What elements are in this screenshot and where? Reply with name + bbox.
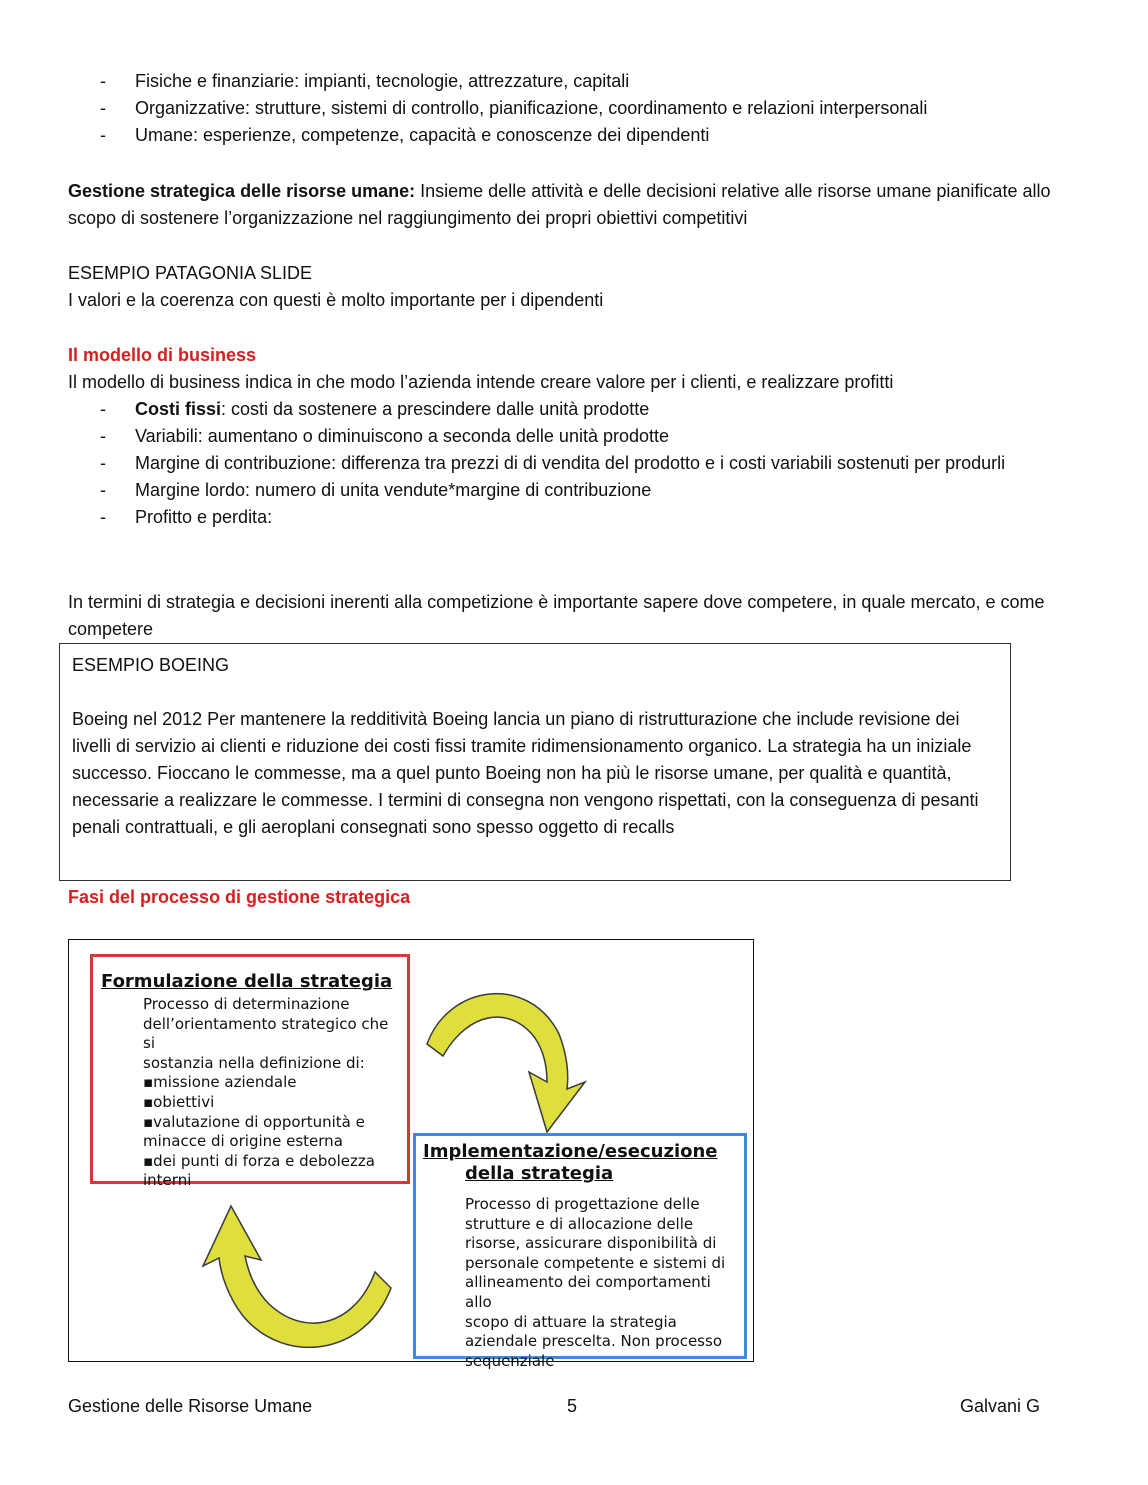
list-item: - Umane: esperienze, competenze, capacità e conoscenze dei dipendenti xyxy=(100,125,710,145)
list-item: - Profitto e perdita: xyxy=(100,507,273,527)
boeing-text: Boeing nel 2012 Per mantenere la redditività Boeing lancia un piano di ristrutturazione che include revisione dei livelli di servizio ai clienti e riduzione dei costi fissi tramite ridimensionamento organico. La strategia ha un iniziale successo. Fioccano le commesse, ma a quel punto Boeing non ha più le risorse umane, per qualità e quantità, necessarie a realizzare le commesse. I termini di consegna non vengono rispettati, con la conseguenza di pesanti penali contrattuali, e gli aeroplani consegnati sono spesso oggetto di recalls xyxy=(72,709,979,837)
arrow-top-shape xyxy=(427,994,585,1132)
implementazione-body: Processo di progettazione delle strutture e di allocazione delle risorse, assicurare disponibilità di personale competente e sistemi di allineamento dei comportamenti allo scopo di attuare la strategia aziendale prescelta. Non processo sequenziale xyxy=(465,1195,726,1370)
strategic-process-diagram xyxy=(68,939,754,1370)
curved-arrow-icon xyxy=(195,1176,395,1366)
curved-arrow-icon xyxy=(419,964,589,1134)
formulazione-box xyxy=(90,954,410,1190)
fasi-heading: Fasi del processo di gestione strategica xyxy=(68,887,411,907)
resources-list xyxy=(68,68,1088,149)
patagonia-text: I valori e la coerenza con questi è molto importante per i dipendenti xyxy=(68,290,604,310)
boeing-example-box xyxy=(59,643,1011,881)
list-item: - Fisiche e finanziarie: impianti, tecnologie, attrezzature, capitali xyxy=(100,71,630,91)
business-heading: Il modello di business xyxy=(68,345,257,365)
implementazione-title: Implementazione/esecuzione della strategia xyxy=(423,1141,718,1184)
formulazione-body: Processo di determinazione dell’orientamento strategico che si sostanzia nella definizione di: ▪missione aziendale ▪obiettivi ▪valutazione di opportunità e minacce di origine esterna ▪dei punti di forza e debolezza interni xyxy=(143,995,389,1190)
list-item: - Margine di contribuzione: differenza tra prezzi di di vendita del prodotto e i costi variabili sostenuti per produrli xyxy=(100,453,1006,473)
formulazione-title: Formulazione della strategia xyxy=(101,971,393,992)
gestione-term: Gestione strategica delle risorse umane: xyxy=(68,181,416,201)
gestione-strategica-paragraph xyxy=(68,178,1088,232)
patagonia-title: ESEMPIO PATAGONIA SLIDE xyxy=(68,263,313,283)
business-list xyxy=(68,396,1088,531)
list-item: - Costi fissi: costi da sostenere a prescindere dalle unità prodotte xyxy=(100,399,650,419)
list-item: - Organizzative: strutture, sistemi di controllo, pianificazione, coordinamento e relazioni interpersonali xyxy=(100,98,928,118)
boeing-title: ESEMPIO BOEING xyxy=(72,655,230,675)
footer-left: Gestione delle Risorse Umane xyxy=(68,1396,313,1416)
gestione-definition: Insieme delle attività e delle decisioni relative alle risorse umane pianificate allo scopo di sostenere l’organizzazione nel raggiungimento dei propri obiettivi competitivi xyxy=(68,181,1051,228)
footer-page-number: 5 xyxy=(567,1396,578,1416)
implementazione-box xyxy=(413,1133,747,1370)
list-item: - Variabili: aumentano o diminuiscono a seconda delle unità prodotte xyxy=(100,426,670,446)
business-intro: Il modello di business indica in che modo l’azienda intende creare valore per i clienti, e realizzare profitti xyxy=(68,372,894,392)
strategy-paragraph: In termini di strategia e decisioni inerenti alla competizione è importante sapere dove competere, in quale mercato, e come competere xyxy=(68,592,1045,639)
footer-right: Galvani G xyxy=(960,1396,1041,1416)
list-item: - Margine lordo: numero di unita vendute*margine di contribuzione xyxy=(100,480,652,500)
arrow-bottom-shape xyxy=(203,1206,391,1347)
